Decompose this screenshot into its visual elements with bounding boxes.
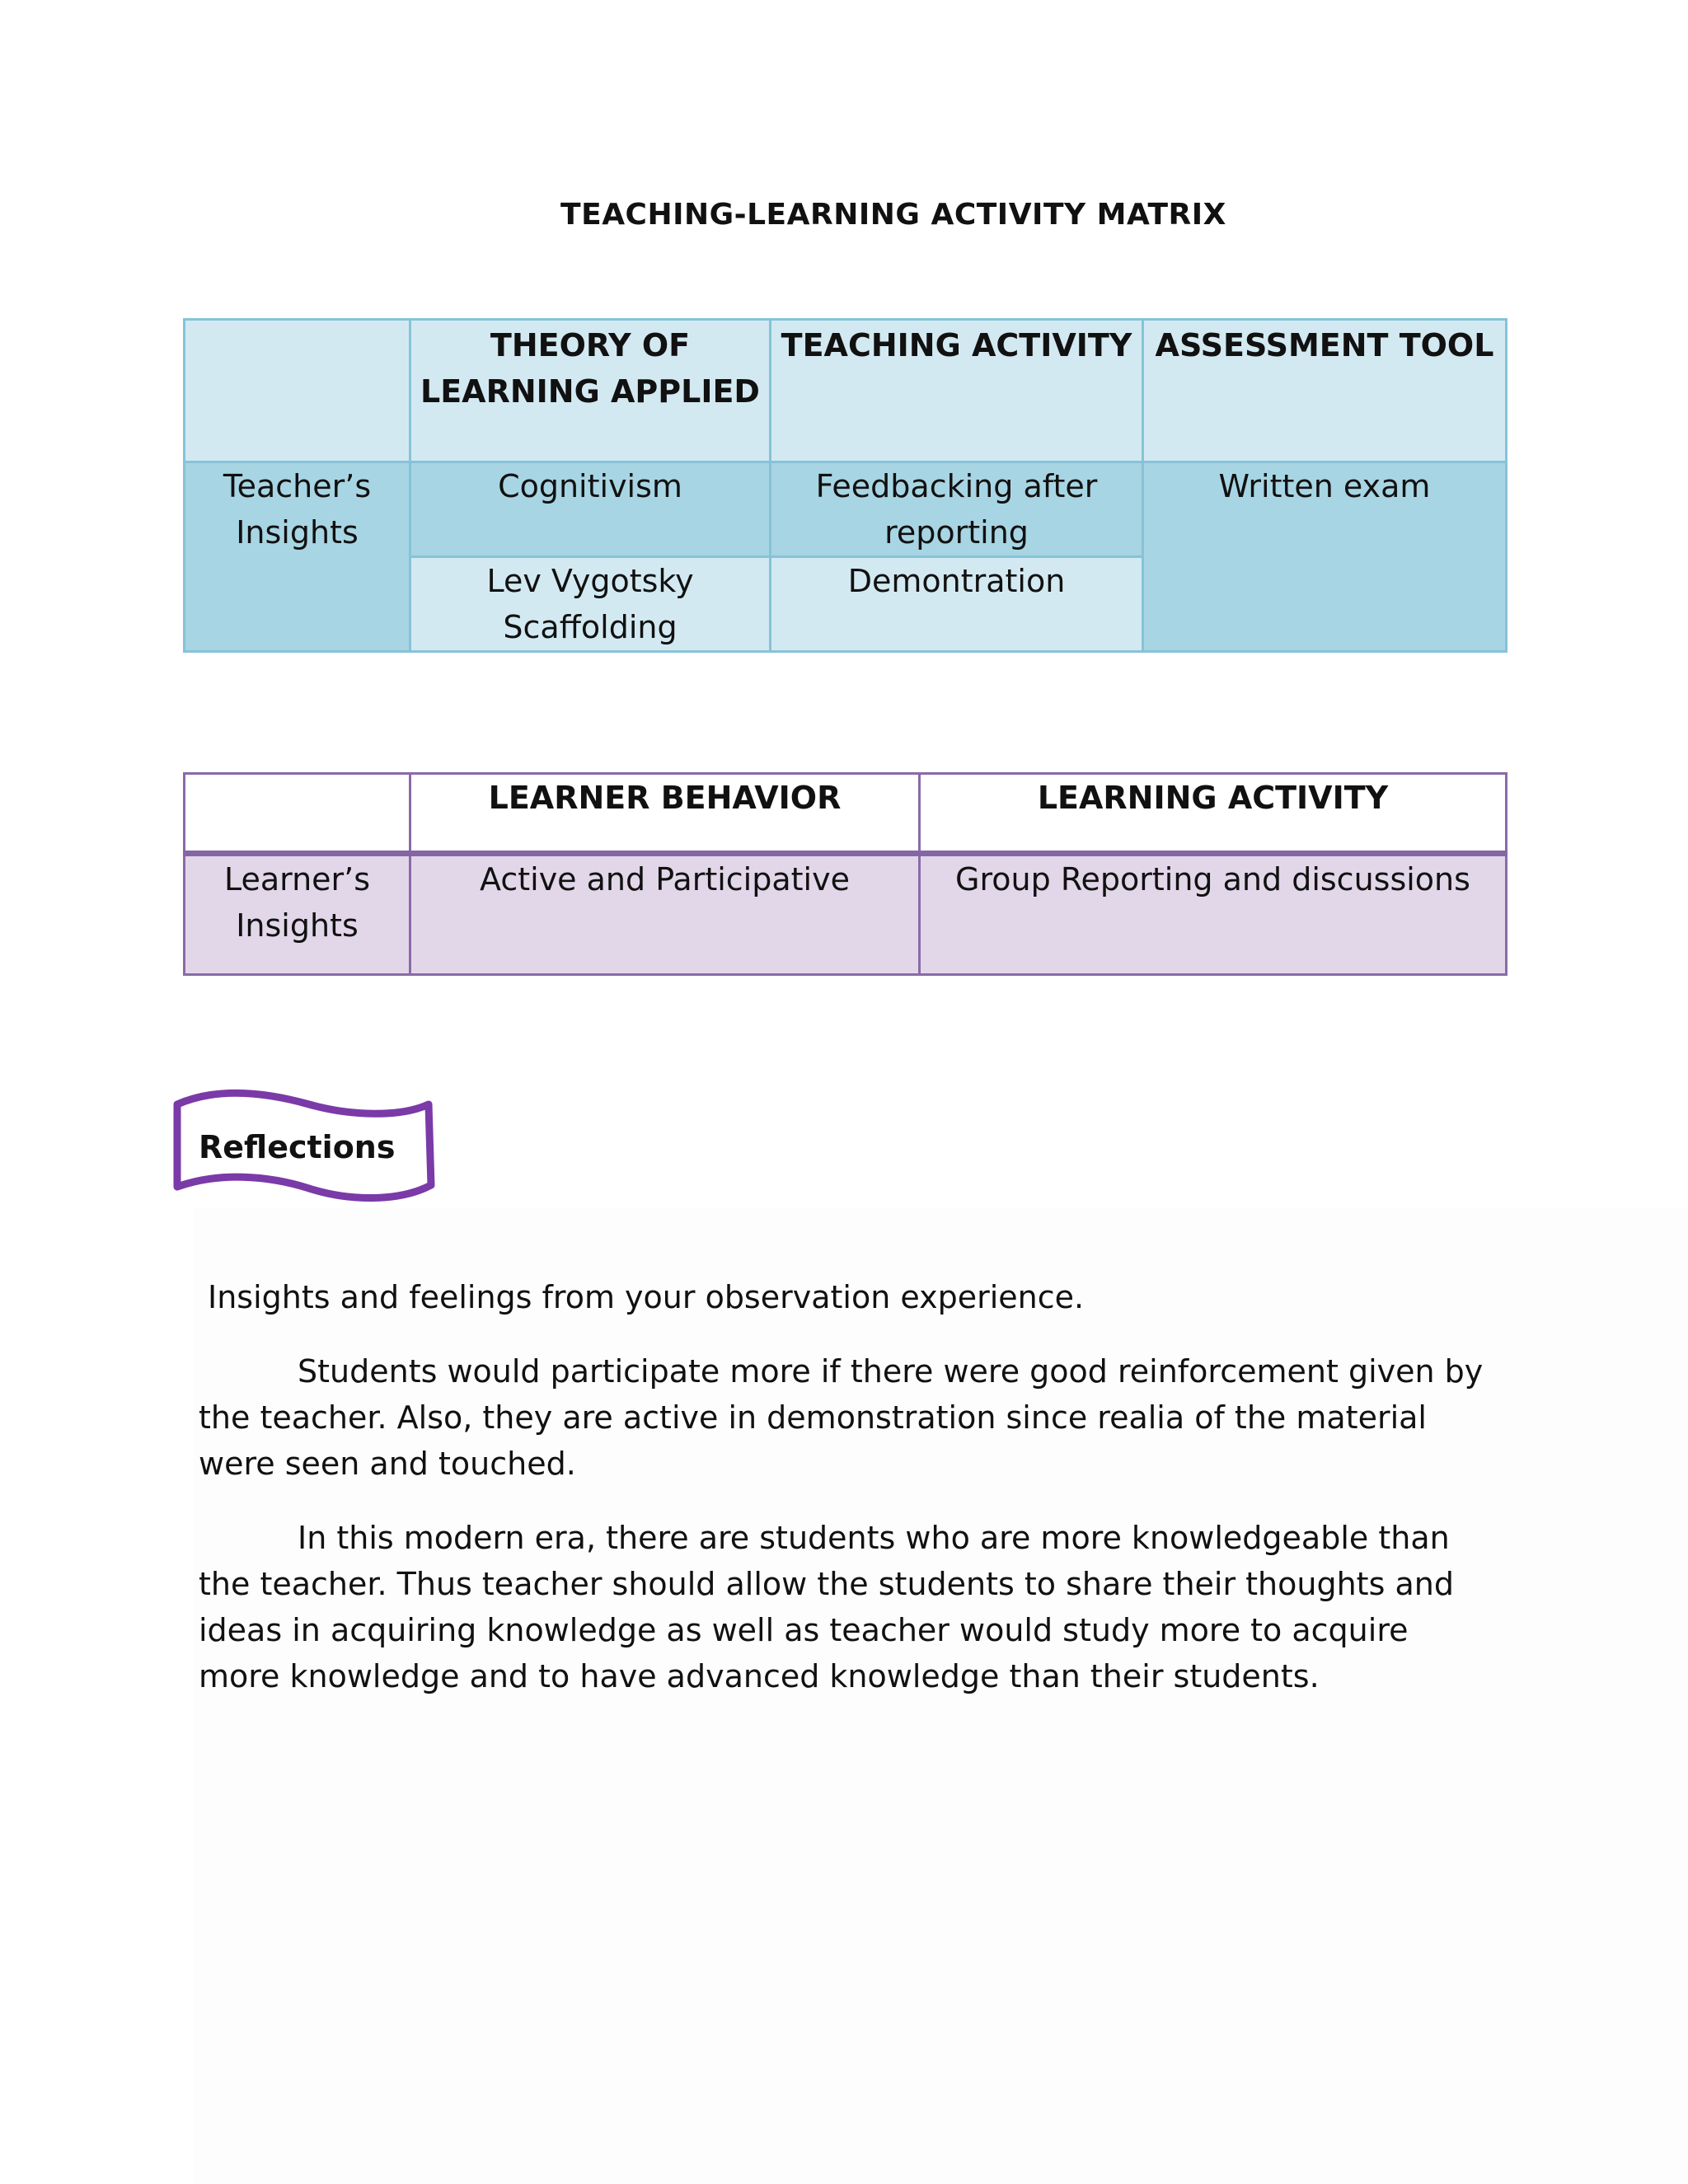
- header-learning-activity: LEARNING ACTIVITY: [920, 774, 1507, 854]
- reflection-prompt: Insights and feelings from your observation experience.: [208, 1279, 1085, 1315]
- reflection-paragraph-2: In this modern era, there are students who are more knowledgeable than the teacher. Thus teacher should allow the students to share their thoughts and ideas in acquiring knowledge as well as teacher would study more to acquire more knowledge and to have advanced knowledge than their students.: [199, 1520, 1454, 1694]
- document-title: TEACHING-LEARNING ACTIVITY MATRIX: [560, 198, 1226, 232]
- table-header-row: [185, 774, 1507, 854]
- header-learner-behavior: LEARNER BEHAVIOR: [410, 774, 920, 854]
- learner-insights-table: [183, 772, 1507, 976]
- theory-cell-2: Lev Vygotsky Scaffolding: [410, 557, 771, 652]
- table-row: [185, 462, 1507, 557]
- header-teaching-activity: TEACHING ACTIVITY: [771, 320, 1143, 462]
- behavior-cell: Active and Participative: [410, 854, 920, 975]
- header-cell-empty: [185, 774, 410, 854]
- learning-activity-cell: Group Reporting and discussions: [920, 854, 1507, 975]
- assessment-cell: Written exam: [1143, 462, 1507, 652]
- reflection-paragraph-1: Students would participate more if there were good reinforcement given by the teacher. Also, they are active in demonstration since realia of the material were seen and touched.: [199, 1353, 1484, 1482]
- header-cell-empty: [185, 320, 410, 462]
- row-label-teachers-insights: Teacher’s Insights: [185, 462, 410, 652]
- row-label-learners-insights: Learner’s Insights: [185, 854, 410, 975]
- table-row: [185, 854, 1507, 975]
- teacher-insights-table: [183, 318, 1507, 653]
- header-theory-of-learning: THEORY OF LEARNING APPLIED: [410, 320, 771, 462]
- activity-cell-2: Demontration: [771, 557, 1143, 652]
- table-header-row: [185, 320, 1507, 462]
- theory-cell-1: Cognitivism: [410, 462, 771, 557]
- header-assessment-tool: ASSESSMENT TOOL: [1143, 320, 1507, 462]
- activity-cell-1: Feedbacking after reporting: [771, 462, 1143, 557]
- reflections-label: Reflections: [199, 1129, 396, 1165]
